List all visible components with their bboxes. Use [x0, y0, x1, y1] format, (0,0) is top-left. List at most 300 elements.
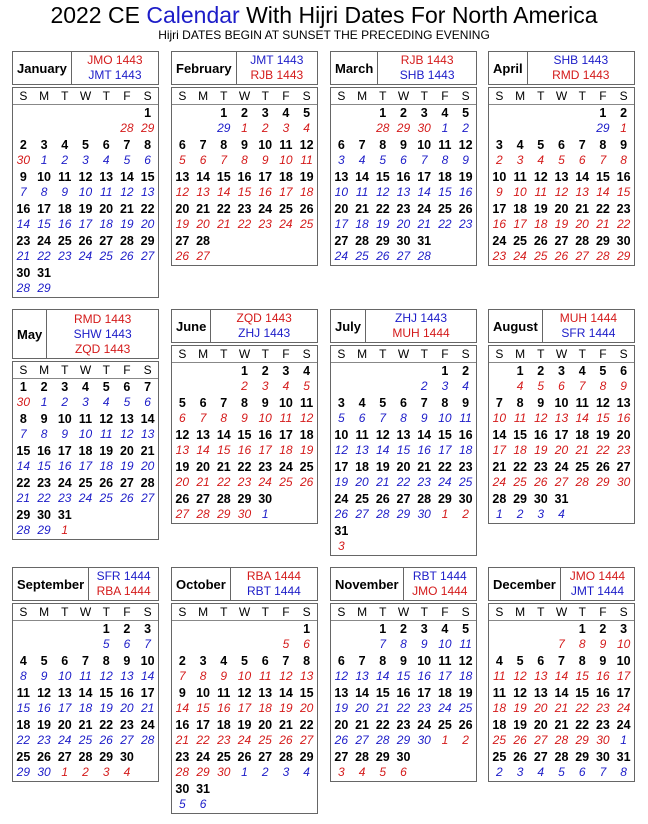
hijri-day: 29	[616, 249, 631, 263]
weekday-label: F	[599, 605, 607, 619]
hijri-day: 23	[492, 249, 507, 263]
hijri-day: 26	[120, 249, 134, 263]
gregorian-day: 10	[334, 428, 349, 442]
gregorian-day: 21	[492, 460, 507, 474]
hijri-day: 9	[61, 427, 69, 441]
hijri-day: 12	[534, 411, 548, 425]
week-row	[172, 717, 317, 749]
hijri-day: 2	[462, 507, 469, 521]
gregorian-day: 24	[417, 718, 432, 732]
week-row	[13, 621, 158, 653]
hijri-day: 22	[396, 701, 411, 715]
month-october	[171, 567, 318, 814]
gregorian-day: 2	[400, 622, 407, 636]
week-row	[489, 621, 634, 653]
hijri-day: 27	[396, 249, 411, 263]
hijri-day: 13	[196, 185, 210, 199]
hijri-day: 6	[199, 153, 207, 167]
hijri-day: 20	[396, 217, 411, 231]
hijri-day: 27	[120, 733, 134, 747]
weekday-label: S	[461, 347, 470, 361]
month-name: September	[13, 568, 89, 600]
weekday-label: M	[39, 605, 50, 619]
gregorian-day: 11	[300, 396, 314, 410]
hijri-day: 23	[616, 443, 631, 457]
hijri-day: 6	[400, 153, 407, 167]
gregorian-day: 8	[241, 396, 248, 410]
gregorian-day: 4	[516, 138, 524, 152]
gregorian-day: 5	[462, 106, 470, 120]
week-row	[172, 653, 317, 685]
hijri-day: 15	[217, 443, 231, 457]
gregorian-day: 21	[355, 718, 369, 732]
gregorian-day: 22	[437, 460, 452, 474]
gregorian-day: 9	[178, 686, 186, 700]
gregorian-day: 26	[533, 234, 548, 248]
gregorian-day: 20	[258, 718, 273, 732]
month-header	[488, 51, 635, 85]
week-row	[172, 169, 317, 201]
hijri-day: 30	[616, 475, 631, 489]
gregorian-day: 22	[575, 718, 590, 732]
weekday-label: F	[123, 363, 131, 377]
gregorian-day: 16	[396, 686, 411, 700]
hijri-day: 11	[459, 637, 472, 651]
hijri-day: 24	[616, 701, 631, 715]
gregorian-day: 23	[396, 718, 411, 732]
gregorian-day: 5	[40, 654, 48, 668]
gregorian-day: 14	[554, 686, 569, 700]
gregorian-day: 3	[282, 364, 290, 378]
hijri-day: 1	[241, 121, 248, 135]
weekday-label: T	[261, 605, 269, 619]
month-march	[330, 51, 477, 266]
week-row	[331, 427, 476, 459]
month-name: May	[13, 310, 47, 358]
weekday-label: S	[619, 347, 628, 361]
hijri-day: 10	[438, 637, 452, 651]
month-february	[171, 51, 318, 266]
gregorian-day: 12	[458, 654, 473, 668]
week-row	[331, 749, 476, 781]
gregorian-day: 2	[19, 138, 27, 152]
hijri-day: 13	[575, 185, 589, 199]
gregorian-day: 29	[16, 508, 31, 522]
gregorian-day: 25	[437, 202, 452, 216]
weekday-label: T	[420, 89, 428, 103]
hijri-day: 9	[420, 411, 428, 425]
gregorian-day: 21	[119, 202, 134, 216]
gregorian-day: 9	[620, 138, 628, 152]
hijri-day: 4	[537, 153, 545, 167]
month-july	[330, 309, 477, 556]
hijri-day: 24	[258, 475, 272, 489]
gregorian-day: 15	[375, 686, 390, 700]
month-name: October	[172, 568, 231, 600]
hijri-day: 26	[376, 249, 390, 263]
weekday-label: T	[420, 347, 428, 361]
gregorian-day: 7	[123, 138, 131, 152]
gregorian-day: 21	[278, 718, 293, 732]
week-row	[489, 363, 634, 395]
hijri-day: 8	[220, 411, 228, 425]
gregorian-day: 15	[375, 170, 390, 184]
month-header	[171, 309, 318, 343]
hijri-day: 25	[258, 733, 272, 747]
gregorian-day: 11	[58, 170, 72, 184]
hijri-day: 29	[196, 765, 210, 779]
gregorian-day: 17	[258, 170, 273, 184]
gregorian-day: 23	[533, 460, 548, 474]
gregorian-day: 27	[616, 460, 631, 474]
weekday-label: W	[555, 605, 568, 619]
hijri-day: 22	[616, 217, 631, 231]
weekday-label: F	[282, 605, 290, 619]
hijri-day: 12	[279, 669, 293, 683]
week-row	[331, 105, 476, 137]
hijri-day: 4	[102, 395, 110, 409]
hijri-day: 24	[279, 217, 293, 231]
month-september	[12, 567, 159, 782]
gregorian-day: 6	[61, 654, 69, 668]
hijri-day: 24	[438, 701, 452, 715]
gregorian-day: 7	[144, 380, 152, 394]
gregorian-day: 1	[144, 106, 152, 120]
gregorian-day: 28	[417, 492, 432, 506]
gregorian-day: 9	[123, 654, 131, 668]
month-header	[330, 51, 477, 85]
gregorian-day: 14	[492, 428, 507, 442]
gregorian-day: 29	[375, 750, 390, 764]
gregorian-day: 17	[37, 202, 51, 216]
gregorian-day: 18	[57, 202, 72, 216]
hijri-day: 2	[82, 765, 89, 779]
hijri-day: 12	[513, 669, 527, 683]
hijri-day: 7	[420, 153, 428, 167]
gregorian-day: 25	[437, 718, 452, 732]
hijri-month-label: SFR 1444	[561, 326, 616, 340]
hijri-day: 28	[16, 523, 31, 537]
hijri-day: 8	[40, 185, 48, 199]
hijri-day: 17	[513, 217, 527, 231]
gregorian-day: 18	[355, 460, 369, 474]
hijri-day: 6	[558, 379, 565, 393]
weekday-header	[489, 604, 634, 621]
hijri-day: 10	[78, 185, 93, 199]
gregorian-day: 30	[595, 750, 610, 764]
hijri-day: 22	[37, 491, 51, 505]
hijri-day: 18	[458, 443, 473, 457]
gregorian-day: 23	[16, 234, 31, 248]
gregorian-day: 5	[599, 364, 607, 378]
month-grid	[488, 345, 635, 524]
gregorian-day: 2	[261, 364, 269, 378]
hijri-day: 11	[459, 411, 472, 425]
gregorian-day: 18	[437, 686, 452, 700]
hijri-day: 6	[578, 153, 586, 167]
hijri-month-label: JMO 1444	[569, 569, 626, 583]
hijri-day: 11	[99, 427, 113, 441]
hijri-day: 2	[261, 765, 269, 779]
hijri-day: 18	[458, 669, 473, 683]
gregorian-day: 3	[420, 106, 428, 120]
hijri-day: 5	[282, 637, 290, 651]
month-april	[488, 51, 635, 266]
hijri-day: 1	[261, 507, 269, 521]
hijri-day: 27	[140, 249, 155, 263]
gregorian-day: 16	[595, 686, 610, 700]
hijri-day: 16	[458, 185, 473, 199]
hijri-day: 29	[596, 121, 610, 135]
hijri-day: 7	[558, 637, 565, 651]
month-january	[12, 51, 159, 298]
gregorian-day: 30	[616, 234, 631, 248]
week-row	[172, 105, 317, 137]
hijri-day: 8	[241, 153, 248, 167]
hijri-day: 4	[462, 379, 469, 393]
gregorian-day: 23	[595, 718, 610, 732]
weekday-label: S	[19, 363, 28, 377]
hijri-day: 21	[376, 475, 390, 489]
hijri-day: 22	[217, 475, 231, 489]
hijri-day: 17	[78, 217, 93, 231]
gregorian-day: 27	[258, 750, 273, 764]
gregorian-day: 5	[178, 396, 186, 410]
hijri-day: 24	[237, 733, 252, 747]
gregorian-day: 26	[175, 492, 190, 506]
weekday-label: W	[79, 89, 92, 103]
gregorian-day: 5	[82, 138, 89, 152]
gregorian-day: 23	[616, 202, 631, 216]
hijri-day: 17	[58, 701, 72, 715]
hijri-day: 4	[516, 379, 524, 393]
gregorian-day: 2	[599, 622, 607, 636]
hijri-day: 7	[578, 379, 586, 393]
hijri-month-label: RBT 1444	[247, 584, 301, 598]
weekday-label: W	[238, 605, 251, 619]
gregorian-day: 20	[334, 202, 349, 216]
gregorian-day: 3	[620, 622, 628, 636]
gregorian-day: 24	[258, 202, 273, 216]
gregorian-day: 2	[537, 364, 545, 378]
gregorian-day: 15	[216, 170, 231, 184]
month-header	[330, 567, 477, 601]
hijri-day: 14	[417, 185, 431, 199]
weekday-label: W	[79, 605, 92, 619]
gregorian-day: 19	[78, 202, 93, 216]
hijri-day: 26	[334, 507, 349, 521]
gregorian-day: 19	[513, 718, 527, 732]
hijri-day: 14	[376, 443, 390, 457]
hijri-day: 1	[441, 121, 449, 135]
gregorian-day: 24	[278, 460, 293, 474]
hijri-day: 1	[620, 733, 627, 747]
hijri-day: 4	[537, 765, 545, 779]
gregorian-day: 22	[216, 202, 231, 216]
gregorian-day: 12	[513, 686, 527, 700]
hijri-day: 10	[334, 185, 349, 199]
hijri-day: 20	[534, 701, 548, 715]
weekday-label: T	[537, 347, 545, 361]
hijri-day: 5	[123, 395, 131, 409]
gregorian-day: 6	[199, 396, 207, 410]
weekday-label: T	[102, 89, 110, 103]
gregorian-day: 19	[458, 686, 473, 700]
hijri-day: 1	[496, 507, 503, 521]
hijri-day: 9	[599, 637, 607, 651]
gregorian-day: 3	[144, 622, 152, 636]
gregorian-day: 13	[616, 396, 631, 410]
weekday-label: S	[178, 89, 187, 103]
hijri-day: 28	[376, 733, 390, 747]
gregorian-day: 17	[554, 428, 569, 442]
gregorian-day: 19	[99, 444, 114, 458]
weekday-label: W	[555, 347, 568, 361]
gregorian-day: 18	[575, 428, 590, 442]
gregorian-day: 26	[458, 718, 473, 732]
gregorian-day: 31	[616, 750, 631, 764]
gregorian-day: 7	[358, 138, 366, 152]
weekday-label: T	[578, 605, 586, 619]
hijri-day: 30	[16, 153, 31, 167]
gregorian-day: 29	[99, 750, 114, 764]
hijri-day: 29	[217, 121, 231, 135]
hijri-day: 6	[144, 395, 151, 409]
hijri-day: 21	[417, 217, 431, 231]
hijri-day: 25	[279, 475, 293, 489]
hijri-day: 24	[78, 249, 93, 263]
hijri-day: 20	[575, 217, 589, 231]
gregorian-day: 5	[516, 654, 524, 668]
hijri-day: 13	[120, 669, 134, 683]
weekday-label: S	[178, 347, 187, 361]
hijri-day: 23	[458, 217, 473, 231]
gregorian-day: 14	[575, 170, 590, 184]
hijri-day: 8	[400, 411, 407, 425]
week-row	[172, 233, 317, 265]
week-row	[13, 265, 158, 297]
week-row	[331, 233, 476, 265]
weekday-label: F	[599, 347, 607, 361]
gregorian-day: 13	[99, 170, 114, 184]
gregorian-day: 27	[57, 750, 72, 764]
hijri-day: 23	[596, 701, 610, 715]
gregorian-day: 25	[278, 202, 293, 216]
hijri-day: 19	[299, 443, 314, 457]
gregorian-day: 31	[417, 234, 432, 248]
hijri-day: 4	[123, 765, 131, 779]
gregorian-day: 10	[417, 654, 432, 668]
hijri-day: 11	[534, 185, 547, 199]
weekday-label: T	[61, 89, 69, 103]
gregorian-day: 20	[196, 460, 210, 474]
hijri-day: 26	[334, 733, 349, 747]
hijri-day: 16	[492, 217, 507, 231]
gregorian-day: 3	[495, 138, 503, 152]
hijri-day: 5	[558, 765, 565, 779]
hijri-day: 2	[462, 121, 469, 135]
gregorian-day: 9	[462, 396, 470, 410]
gregorian-day: 3	[61, 380, 69, 394]
gregorian-day: 15	[575, 686, 590, 700]
month-grid	[171, 603, 318, 814]
gregorian-day: 2	[40, 380, 48, 394]
weekday-label: T	[102, 363, 110, 377]
gregorian-day: 29	[140, 234, 155, 248]
hijri-day: 8	[620, 765, 627, 779]
weekday-label: S	[143, 363, 152, 377]
gregorian-day: 29	[575, 750, 590, 764]
weekday-label: S	[619, 89, 628, 103]
hijri-day: 20	[299, 701, 314, 715]
hijri-months	[89, 568, 158, 600]
hijri-month-label: ZQD 1443	[236, 311, 292, 325]
weekday-label: T	[220, 605, 228, 619]
hijri-day: 9	[261, 153, 269, 167]
hijri-day: 11	[300, 153, 313, 167]
hijri-day: 12	[120, 427, 134, 441]
hijri-day: 4	[102, 153, 110, 167]
gregorian-day: 22	[375, 718, 390, 732]
gregorian-day: 31	[334, 524, 349, 538]
hijri-day: 2	[61, 395, 69, 409]
week-row	[331, 201, 476, 233]
hijri-day: 26	[279, 733, 293, 747]
gregorian-day: 9	[400, 138, 407, 152]
hijri-months	[378, 52, 476, 84]
weekday-label: T	[61, 605, 69, 619]
gregorian-day: 16	[37, 444, 51, 458]
gregorian-day: 12	[595, 396, 610, 410]
hijri-day: 12	[334, 669, 349, 683]
hijri-day: 3	[102, 765, 110, 779]
gregorian-day: 6	[178, 138, 186, 152]
week-row	[13, 201, 158, 233]
hijri-day: 14	[217, 185, 231, 199]
gregorian-day: 10	[57, 412, 72, 426]
hijri-day: 12	[334, 443, 349, 457]
hijri-day: 13	[396, 185, 411, 199]
gregorian-day: 23	[37, 476, 51, 490]
hijri-day: 22	[196, 733, 210, 747]
gregorian-day: 23	[175, 750, 190, 764]
gregorian-day: 21	[78, 718, 93, 732]
gregorian-day: 14	[355, 686, 369, 700]
weekday-label: M	[357, 347, 368, 361]
weekday-label: F	[123, 89, 131, 103]
month-name: January	[13, 52, 72, 84]
hijri-months	[72, 52, 158, 84]
gregorian-day: 15	[299, 686, 314, 700]
week-row	[172, 749, 317, 781]
gregorian-day: 6	[261, 654, 269, 668]
weekday-label: M	[357, 605, 368, 619]
gregorian-day: 9	[400, 654, 407, 668]
gregorian-day: 21	[216, 460, 231, 474]
gregorian-day: 13	[57, 686, 72, 700]
hijri-day: 9	[462, 153, 469, 167]
hijri-day: 3	[82, 395, 89, 409]
weekday-label: T	[379, 89, 387, 103]
gregorian-day: 2	[241, 106, 248, 120]
weekday-label: M	[515, 347, 526, 361]
hijri-day: 14	[140, 669, 155, 683]
hijri-day: 29	[575, 733, 589, 747]
gregorian-day: 4	[19, 654, 27, 668]
hijri-day: 28	[120, 121, 134, 135]
month-name: March	[331, 52, 378, 84]
weekday-label: S	[19, 605, 28, 619]
